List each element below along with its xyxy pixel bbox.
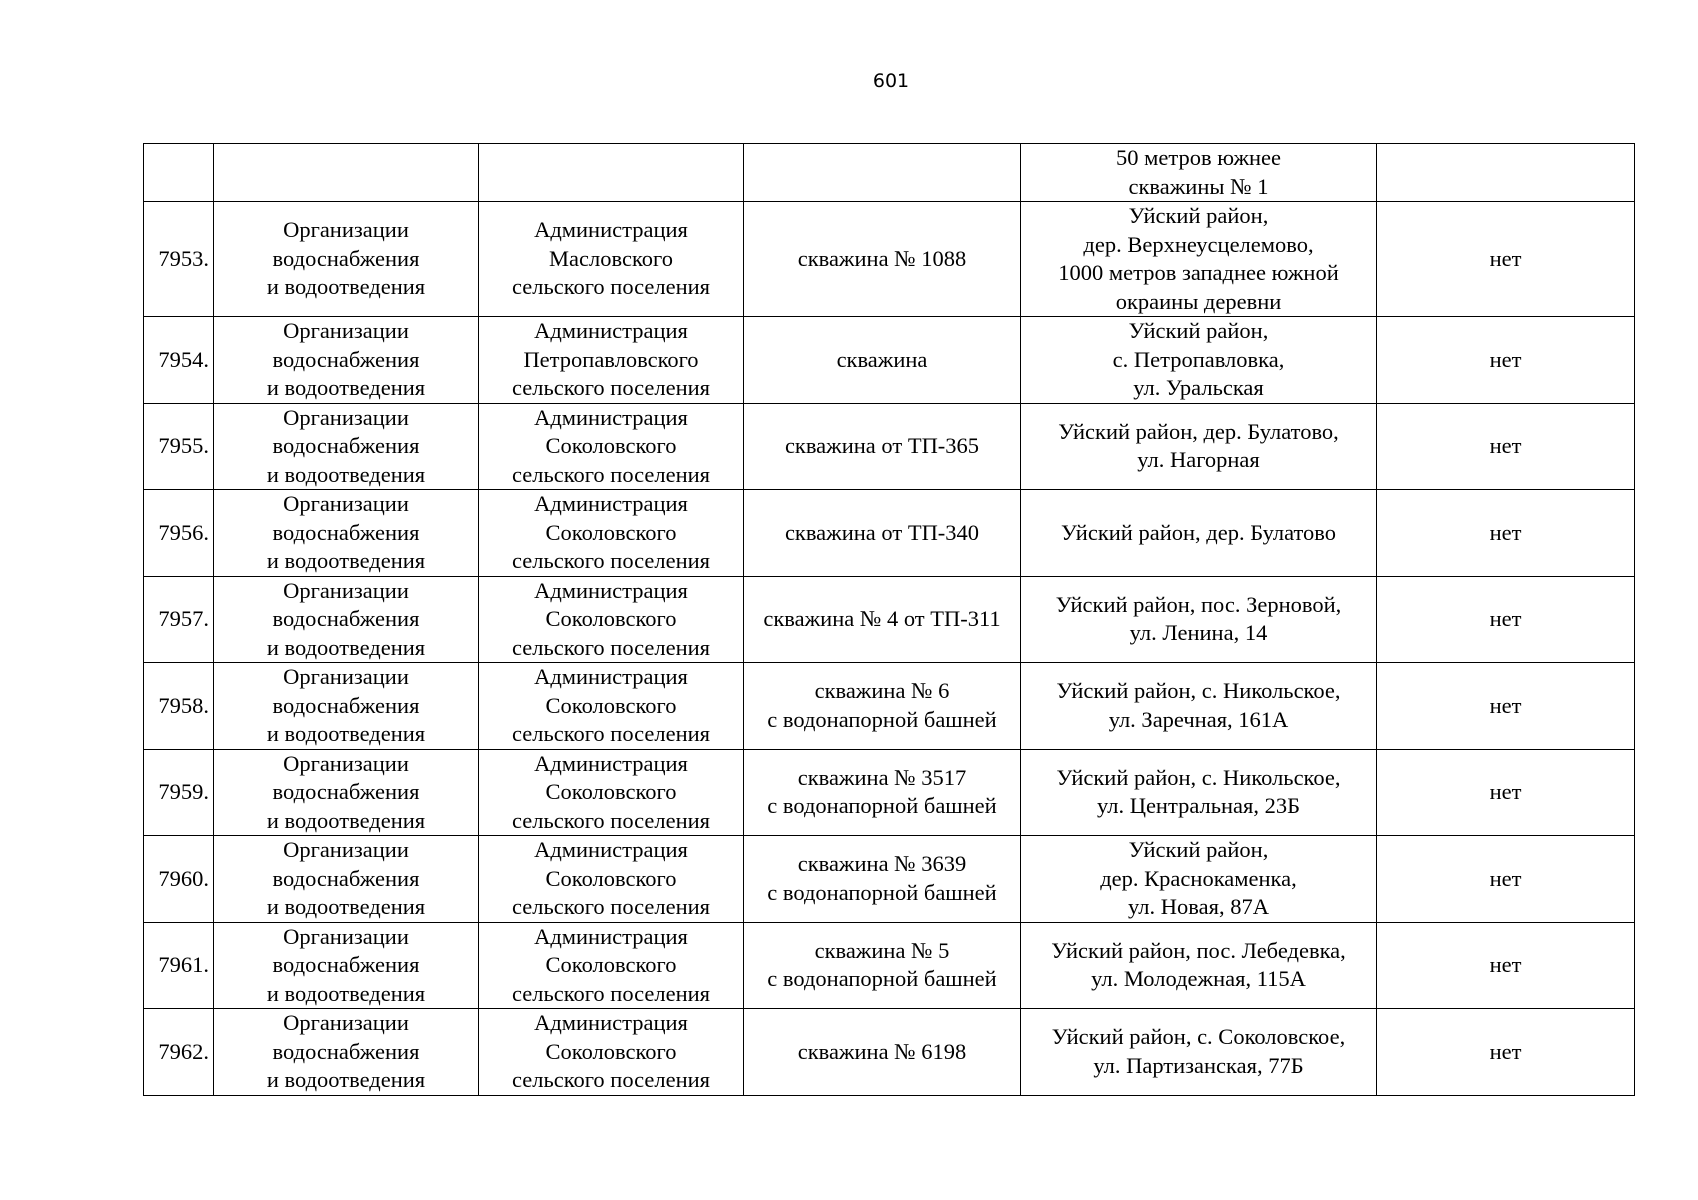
organization-type-cell: Организации водоснабжения и водоотведения [214,576,479,663]
address-cell: Уйский район, дер. Краснокаменка, ул. Новая, 87А [1021,836,1377,923]
organization-type-cell: Организации водоснабжения и водоотведения [214,1009,479,1096]
owner-cell [479,144,744,202]
object-cell: скважина № 4 от ТП-311 [744,576,1021,663]
status-cell: нет [1377,663,1635,750]
status-cell: нет [1377,922,1635,1009]
table-row [144,490,1635,577]
organization-type-cell: Организации водоснабжения и водоотведения [214,403,479,490]
address-cell: 50 метров южнее скважины № 1 [1021,144,1377,202]
owner-cell: Администрация Петропавловского сельского поселения [479,317,744,404]
row-number-cell: 7956. [144,490,214,577]
table-row [144,576,1635,663]
object-cell: скважина № 3639 с водонапорной башней [744,836,1021,923]
object-cell: скважина № 3517 с водонапорной башней [744,749,1021,836]
page-number: 601 [872,70,910,92]
owner-cell: Администрация Масловского сельского поселения [479,202,744,317]
row-number-cell [144,144,214,202]
status-cell: нет [1377,202,1635,317]
row-number-cell: 7954. [144,317,214,404]
status-cell: нет [1377,317,1635,404]
status-cell: нет [1377,403,1635,490]
object-cell: скважина [744,317,1021,404]
status-cell: нет [1377,490,1635,577]
table-row [144,1009,1635,1096]
address-cell: Уйский район, с. Соколовское, ул. Партизанская, 77Б [1021,1009,1377,1096]
owner-cell: Администрация Соколовского сельского поселения [479,490,744,577]
status-cell: нет [1377,1009,1635,1096]
status-cell: нет [1377,836,1635,923]
object-cell [744,144,1021,202]
address-cell: Уйский район, дер. Верхнеусцелемово, 1000 метров западнее южной окраины деревни [1021,202,1377,317]
registry-table [143,143,1635,1096]
address-cell: Уйский район, пос. Зерновой, ул. Ленина, 14 [1021,576,1377,663]
status-cell: нет [1377,576,1635,663]
row-number-cell: 7962. [144,1009,214,1096]
row-number-cell: 7957. [144,576,214,663]
organization-type-cell: Организации водоснабжения и водоотведения [214,836,479,923]
row-number-cell: 7953. [144,202,214,317]
object-cell: скважина № 6198 [744,1009,1021,1096]
address-cell: Уйский район, пос. Лебедевка, ул. Молодежная, 115А [1021,922,1377,1009]
row-number-cell: 7955. [144,403,214,490]
organization-type-cell: Организации водоснабжения и водоотведения [214,663,479,750]
table-row [144,317,1635,404]
organization-type-cell: Организации водоснабжения и водоотведения [214,490,479,577]
organization-type-cell: Организации водоснабжения и водоотведения [214,922,479,1009]
organization-type-cell: Организации водоснабжения и водоотведения [214,317,479,404]
owner-cell: Администрация Соколовского сельского поселения [479,663,744,750]
address-cell: Уйский район, дер. Булатово, ул. Нагорная [1021,403,1377,490]
object-cell: скважина № 1088 [744,202,1021,317]
row-number-cell: 7960. [144,836,214,923]
table-row [144,663,1635,750]
table-row [144,922,1635,1009]
table-row [144,144,1635,202]
address-cell: Уйский район, с. Петропавловка, ул. Уральская [1021,317,1377,404]
status-cell [1377,144,1635,202]
object-cell: скважина от ТП-365 [744,403,1021,490]
owner-cell: Администрация Соколовского сельского поселения [479,749,744,836]
object-cell: скважина № 5 с водонапорной башней [744,922,1021,1009]
organization-type-cell: Организации водоснабжения и водоотведения [214,202,479,317]
owner-cell: Администрация Соколовского сельского поселения [479,836,744,923]
owner-cell: Администрация Соколовского сельского поселения [479,576,744,663]
status-cell: нет [1377,749,1635,836]
row-number-cell: 7959. [144,749,214,836]
object-cell: скважина от ТП-340 [744,490,1021,577]
address-cell: Уйский район, дер. Булатово [1021,490,1377,577]
object-cell: скважина № 6 с водонапорной башней [744,663,1021,750]
table-row [144,403,1635,490]
table-row [144,749,1635,836]
owner-cell: Администрация Соколовского сельского поселения [479,922,744,1009]
row-number-cell: 7958. [144,663,214,750]
address-cell: Уйский район, с. Никольское, ул. Центральная, 23Б [1021,749,1377,836]
row-number-cell: 7961. [144,922,214,1009]
table-row [144,202,1635,317]
organization-type-cell [214,144,479,202]
table-row [144,836,1635,923]
organization-type-cell: Организации водоснабжения и водоотведения [214,749,479,836]
address-cell: Уйский район, с. Никольское, ул. Заречная, 161А [1021,663,1377,750]
owner-cell: Администрация Соколовского сельского поселения [479,403,744,490]
owner-cell: Администрация Соколовского сельского поселения [479,1009,744,1096]
